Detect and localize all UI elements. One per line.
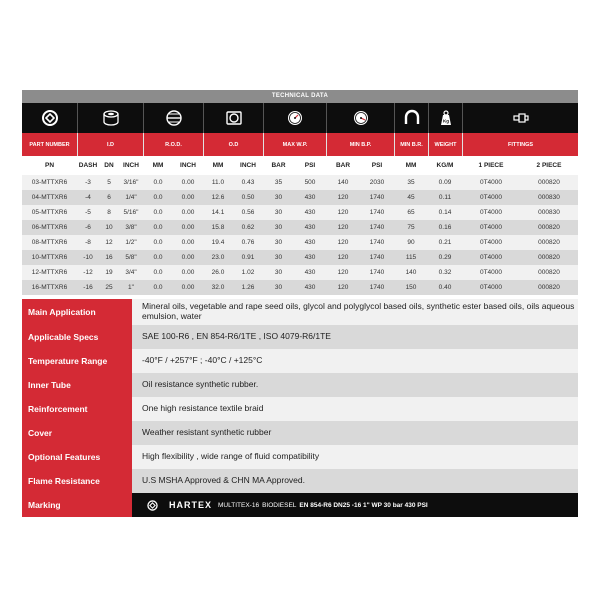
group-label-min-bp: MIN B.P. [326, 133, 394, 156]
table-cell: 0T4000 [462, 235, 520, 250]
table-cell: 30 [263, 265, 294, 280]
column-header-od-mm: MM [212, 162, 224, 169]
table-cell: 0T4000 [462, 220, 520, 235]
column-header-br-mm: MM [405, 162, 417, 169]
table-cell: 430 [294, 280, 326, 295]
table-cell: 65 [394, 205, 428, 220]
table-cell: 1740 [360, 280, 394, 295]
column-header-kgm: KG/M [436, 162, 454, 169]
spec-label-inner-tube: Inner Tube [22, 373, 132, 397]
table-cell: 75 [394, 220, 428, 235]
table-cell: 35 [263, 175, 294, 190]
table-cell: 45 [394, 190, 428, 205]
table-cell: 0.00 [173, 205, 203, 220]
table-cell: 000820 [520, 250, 578, 265]
table-cell: 10-MTTXR6 [22, 250, 77, 265]
table-cell: 0.0 [143, 250, 173, 265]
column-header-id-inch: INCH [123, 162, 139, 169]
table-row [22, 280, 578, 295]
table-cell: -12 [77, 265, 99, 280]
table-cell: 10 [99, 220, 119, 235]
spec-label-marking: Marking [22, 493, 132, 517]
table-cell: 0T4000 [462, 280, 520, 295]
spec-label-applicable-specs: Applicable Specs [22, 325, 132, 349]
svg-text:Kg: Kg [442, 118, 449, 124]
table-cell: 000820 [520, 235, 578, 250]
table-row [22, 250, 578, 265]
table-cell: 30 [263, 190, 294, 205]
table-cell: 430 [294, 220, 326, 235]
table-cell: 2030 [360, 175, 394, 190]
technical-data-title: TECHNICAL DATA [22, 90, 578, 103]
group-label-fittings: FITTINGS [462, 133, 578, 156]
table-cell: 0.09 [428, 175, 462, 190]
table-cell: 3/16" [119, 175, 143, 190]
column-header-od-inch: INCH [240, 162, 256, 169]
group-label-part-number: PART NUMBER [29, 141, 70, 148]
hartex-logo-icon [22, 103, 77, 133]
table-cell: 0.43 [233, 175, 263, 190]
table-cell: 30 [263, 280, 294, 295]
group-label-weight: WEIGHT [428, 133, 462, 156]
spec-value-cover: Weather resistant synthetic rubber [132, 421, 578, 445]
marking-brand: HARTEX [169, 500, 213, 510]
table-cell: 5/16" [119, 205, 143, 220]
table-cell: 0.16 [428, 220, 462, 235]
table-cell: 35 [394, 175, 428, 190]
icon-header-row [22, 103, 578, 133]
table-cell: 140 [326, 175, 360, 190]
table-cell: 1.26 [233, 280, 263, 295]
table-cell: -5 [77, 205, 99, 220]
table-cell: 16-MTTXR6 [22, 280, 77, 295]
spec-value-inner-tube: Oil resistance synthetic rubber. [132, 373, 578, 397]
table-cell: 04-MTTXR6 [22, 190, 77, 205]
table-cell: 6 [99, 190, 119, 205]
marking-spec-text: EN 854-R6 DN25 -16 1" WP 30 bar 430 PSI [299, 501, 428, 509]
spec-value-reinforcement: One high resistance textile braid [132, 397, 578, 421]
table-cell: 0.0 [143, 280, 173, 295]
table-cell: 0.00 [173, 250, 203, 265]
table-cell: 0.0 [143, 265, 173, 280]
specifications-list [22, 299, 578, 517]
table-cell: 30 [263, 235, 294, 250]
weight-icon [428, 103, 462, 133]
table-cell: 1" [119, 280, 143, 295]
table-cell: -8 [77, 235, 99, 250]
table-cell: 0T4000 [462, 250, 520, 265]
spec-label-cover: Cover [22, 421, 132, 445]
table-cell: 0T4000 [462, 265, 520, 280]
table-row [22, 190, 578, 205]
spec-label-reinforcement: Reinforcement [22, 397, 132, 421]
table-cell: 120 [326, 250, 360, 265]
table-cell: 30 [263, 205, 294, 220]
spec-label-main-application: Main Application [22, 299, 132, 325]
table-cell: 0.76 [233, 235, 263, 250]
table-cell: 08-MTTXR6 [22, 235, 77, 250]
table-cell: 8 [99, 205, 119, 220]
table-cell: 32.0 [203, 280, 233, 295]
table-cell: 26.0 [203, 265, 233, 280]
table-cell: 0.0 [143, 175, 173, 190]
table-cell: 0T4000 [462, 190, 520, 205]
table-cell: 1740 [360, 265, 394, 280]
table-cell: 90 [394, 235, 428, 250]
spec-row [22, 373, 578, 397]
table-cell: 000820 [520, 280, 578, 295]
reinforcement-diameter-icon [143, 103, 203, 133]
table-cell: 120 [326, 280, 360, 295]
group-label-rod: R.O.D. [143, 133, 203, 156]
table-cell: 000830 [520, 205, 578, 220]
table-cell: 000820 [520, 220, 578, 235]
burst-gauge-icon [326, 103, 394, 133]
table-cell: 11.0 [203, 175, 233, 190]
table-cell: 430 [294, 250, 326, 265]
table-cell: 12-MTTXR6 [22, 265, 77, 280]
table-cell: 0.0 [143, 220, 173, 235]
table-cell: 25 [99, 280, 119, 295]
table-cell: 1.02 [233, 265, 263, 280]
spec-value-applicable-specs: SAE 100-R6 , EN 854-R6/1TE , ISO 4079-R6/1TE [132, 325, 578, 349]
table-cell: 000830 [520, 190, 578, 205]
technical-data-sheet [22, 90, 578, 517]
table-cell: 0.14 [428, 205, 462, 220]
table-cell: 19 [99, 265, 119, 280]
table-row [22, 205, 578, 220]
table-cell: -3 [77, 175, 99, 190]
table-cell: 12.6 [203, 190, 233, 205]
table-cell: 0.00 [173, 235, 203, 250]
table-cell: 430 [294, 190, 326, 205]
spec-row [22, 469, 578, 493]
table-cell: 0.11 [428, 190, 462, 205]
column-header-wp-bar: BAR [271, 162, 286, 169]
spec-label-flame-resistance: Flame Resistance [22, 469, 132, 493]
table-cell: 0.00 [173, 220, 203, 235]
table-cell: 0.00 [173, 280, 203, 295]
table-cell: 0.0 [143, 190, 173, 205]
table-cell: 06-MTTXR6 [22, 220, 77, 235]
table-row [22, 235, 578, 250]
marking-strip [132, 493, 578, 517]
column-header-2-piece: 2 PIECE [536, 162, 562, 169]
table-cell: 1/2" [119, 235, 143, 250]
table-row [22, 175, 578, 190]
table-cell: 0.0 [143, 205, 173, 220]
marking-fluid: BIODIESEL [262, 501, 297, 509]
bend-radius-icon [394, 103, 428, 133]
table-cell: -4 [77, 190, 99, 205]
table-cell: 3/4" [119, 265, 143, 280]
table-cell: 0.29 [428, 250, 462, 265]
table-cell: 430 [294, 205, 326, 220]
table-cell: 0.40 [428, 280, 462, 295]
table-row [22, 265, 578, 280]
table-cell: 0.00 [173, 190, 203, 205]
group-label-id: I.D [77, 133, 143, 156]
spec-label-temperature-range: Temperature Range [22, 349, 132, 373]
outer-diameter-icon [203, 103, 263, 133]
column-header-row [22, 156, 578, 175]
spec-row [22, 397, 578, 421]
table-cell: 0.50 [233, 190, 263, 205]
table-cell: 120 [326, 205, 360, 220]
column-header-wp-psi: PSI [304, 162, 316, 169]
table-cell: 0.91 [233, 250, 263, 265]
group-label-min-br: MIN B.R. [394, 133, 428, 156]
table-cell: 12 [99, 235, 119, 250]
table-cell: 1740 [360, 190, 394, 205]
table-cell: 5 [99, 175, 119, 190]
table-cell: 0.21 [428, 235, 462, 250]
table-cell: 500 [294, 175, 326, 190]
marking-product: MULTITEX-16 [218, 501, 260, 509]
inner-diameter-icon [77, 103, 143, 133]
group-label-od: O.D [203, 133, 263, 156]
table-cell: 05-MTTXR6 [22, 205, 77, 220]
table-cell: 0T4000 [462, 205, 520, 220]
fitting-icon [462, 103, 578, 133]
table-cell: 19.4 [203, 235, 233, 250]
spec-value-flame-resistance: U.S MSHA Approved & CHN MA Approved. [132, 469, 578, 493]
table-cell: 30 [263, 250, 294, 265]
table-cell: 0.32 [428, 265, 462, 280]
table-cell: 1740 [360, 250, 394, 265]
table-cell: 14.1 [203, 205, 233, 220]
spec-row [22, 299, 578, 325]
column-header-bp-bar: BAR [335, 162, 351, 169]
table-cell: 0.56 [233, 205, 263, 220]
table-cell: 120 [326, 265, 360, 280]
table-cell: 000820 [520, 175, 578, 190]
spec-row [22, 325, 578, 349]
table-cell: 0.00 [173, 265, 203, 280]
table-cell: 16 [99, 250, 119, 265]
table-cell: -10 [77, 250, 99, 265]
table-cell: 30 [263, 220, 294, 235]
spec-value-main-application: Mineral oils, vegetable and rape seed oils, glycol and polyglycol based oils, synthetic ester based oils, oils aqueous emulsion, water [132, 299, 578, 325]
table-cell: 0.62 [233, 220, 263, 235]
table-cell: -16 [77, 280, 99, 295]
table-cell: 000820 [520, 265, 578, 280]
table-cell: 1/4" [119, 190, 143, 205]
table-cell: 3/8" [119, 220, 143, 235]
column-header-rod-mm: MM [152, 162, 164, 169]
hartex-logo-icon [146, 499, 159, 512]
table-cell: 140 [394, 265, 428, 280]
table-cell: 03-MTTXR6 [22, 175, 77, 190]
table-cell: 0.00 [173, 175, 203, 190]
spec-value-optional-features: High flexibility , wide range of fluid compatibility [132, 445, 578, 469]
table-cell: 5/8" [119, 250, 143, 265]
table-cell: 120 [326, 235, 360, 250]
column-header-dash: DASH [78, 162, 98, 169]
table-cell: 115 [394, 250, 428, 265]
table-cell: 15.8 [203, 220, 233, 235]
table-cell: 120 [326, 190, 360, 205]
table-cell: 0.0 [143, 235, 173, 250]
spec-row [22, 421, 578, 445]
column-header-rod-inch: INCH [180, 162, 196, 169]
group-label-row [22, 133, 578, 156]
spec-label-optional-features: Optional Features [22, 445, 132, 469]
spec-row-marking [22, 493, 578, 517]
column-header-pn: PN [44, 162, 55, 169]
table-cell: 1740 [360, 235, 394, 250]
table-cell: 430 [294, 235, 326, 250]
table-cell: 120 [326, 220, 360, 235]
column-header-dn: DN [104, 162, 114, 169]
spec-value-temperature-range: -40°F / +257°F ; -40°C / +125°C [132, 349, 578, 373]
table-cell: 1740 [360, 205, 394, 220]
column-header-1-piece: 1 PIECE [478, 162, 504, 169]
table-cell: 1740 [360, 220, 394, 235]
group-label-max-wp: MAX W.P. [263, 133, 326, 156]
technical-data-table [22, 175, 578, 295]
spec-row [22, 445, 578, 469]
table-cell: 430 [294, 265, 326, 280]
column-header-bp-psi: PSI [371, 162, 383, 169]
table-cell: -6 [77, 220, 99, 235]
spec-row [22, 349, 578, 373]
table-cell: 150 [394, 280, 428, 295]
table-row [22, 220, 578, 235]
table-cell: 23.0 [203, 250, 233, 265]
table-cell: 0T4000 [462, 175, 520, 190]
pressure-gauge-icon [263, 103, 326, 133]
